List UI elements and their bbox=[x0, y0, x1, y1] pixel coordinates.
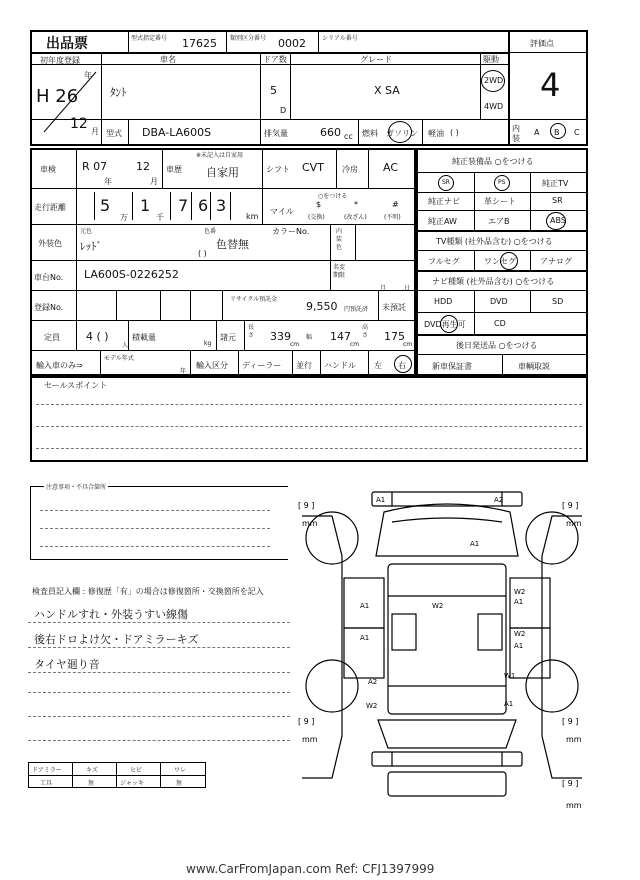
displacement-value: 660 bbox=[320, 126, 341, 139]
shaken-year: R 07 bbox=[82, 160, 108, 173]
shift-value: CVT bbox=[302, 161, 324, 174]
svg-text:mm: mm bbox=[566, 519, 582, 528]
svg-text:mm: mm bbox=[302, 519, 318, 528]
first-reg-month: 12 bbox=[70, 116, 88, 132]
katashiki-value: 17625 bbox=[182, 37, 217, 50]
capacity: 4 ( ) bbox=[86, 330, 109, 343]
page-title: 出品票 bbox=[46, 36, 88, 52]
svg-text:W2: W2 bbox=[514, 630, 526, 638]
svg-text:mm: mm bbox=[566, 735, 582, 744]
fuel-circle bbox=[388, 121, 412, 143]
drive-label: 駆動 bbox=[483, 55, 499, 64]
svg-text:A1: A1 bbox=[514, 642, 524, 650]
notes-box bbox=[30, 486, 288, 560]
svg-text:[ 9 ]: [ 9 ] bbox=[562, 501, 579, 510]
mileage-digit-4: 6 bbox=[198, 196, 209, 215]
interior-b: B bbox=[554, 128, 560, 137]
height-value: 175 bbox=[384, 330, 405, 343]
equip-abs-circle bbox=[546, 212, 566, 230]
grade-value: X SA bbox=[374, 84, 400, 97]
note-line-2: 後右ドロよけ欠・ドアミラーキズ bbox=[34, 633, 199, 646]
drive-2wd: 2WD bbox=[484, 76, 504, 85]
svg-text:A2: A2 bbox=[368, 678, 378, 686]
width-value: 147 bbox=[330, 330, 351, 343]
svg-text:[ 9 ]: [ 9 ] bbox=[562, 779, 579, 788]
mileage-digit-1: 5 bbox=[100, 196, 111, 215]
handle-right: 右 bbox=[398, 361, 406, 370]
car-damage-diagram bbox=[292, 486, 592, 812]
svg-text:A1: A1 bbox=[514, 598, 524, 606]
sales-point-block bbox=[30, 376, 588, 462]
color-change: 色替無 bbox=[216, 238, 249, 251]
grade-label: 評価点 bbox=[530, 39, 554, 48]
svg-text:A1: A1 bbox=[360, 602, 370, 610]
fuel-gasoline: ガソリン bbox=[386, 129, 418, 138]
ruibetsu-label: 類別区分番号 bbox=[230, 35, 267, 42]
length-value: 339 bbox=[270, 330, 291, 343]
model-value: DBA-LA600S bbox=[142, 126, 212, 139]
svg-text:W2: W2 bbox=[432, 602, 444, 610]
cooler-value: AC bbox=[383, 161, 399, 174]
grade-col-label: グレード bbox=[360, 55, 392, 64]
original-color: ﾚｯﾄﾞ bbox=[80, 240, 102, 253]
svg-text:W2: W2 bbox=[514, 588, 526, 596]
interior-circle bbox=[550, 123, 566, 139]
shareki-value: 自家用 bbox=[206, 166, 239, 179]
doors-value: 5 bbox=[270, 84, 277, 97]
svg-text:W1: W1 bbox=[504, 672, 516, 680]
shaken-month: 12 bbox=[136, 160, 150, 173]
footer-watermark: www.CarFromJapan.com Ref: CFJ1397999 bbox=[186, 862, 435, 876]
svg-text:A1: A1 bbox=[470, 540, 480, 548]
svg-text:A1: A1 bbox=[376, 496, 386, 504]
serial-label: シリアル番号 bbox=[322, 35, 358, 42]
recycle-fee: 9,550 bbox=[306, 300, 338, 313]
car-name-label: 車名 bbox=[160, 55, 176, 64]
car-name: ﾀﾝﾄ bbox=[110, 86, 127, 99]
handle-circle bbox=[394, 355, 412, 373]
svg-text:W2: W2 bbox=[366, 702, 378, 710]
sales-point-label: セールスポイント bbox=[44, 381, 108, 390]
navi-dvd-circle bbox=[440, 315, 458, 333]
svg-text:[ 9 ]: [ 9 ] bbox=[562, 717, 579, 726]
svg-text:A1: A1 bbox=[504, 700, 514, 708]
drive-circle bbox=[481, 70, 505, 92]
katashiki-label: 型式指定番号 bbox=[131, 35, 168, 42]
first-reg-label: 初年度登録 bbox=[40, 56, 80, 65]
mileage-digit-3: 7 bbox=[178, 196, 189, 215]
svg-text:[ 9 ]: [ 9 ] bbox=[298, 501, 315, 510]
note-line-1: ハンドルすれ・外装うすい線傷 bbox=[34, 608, 188, 621]
svg-text:[ 9 ]: [ 9 ] bbox=[298, 717, 315, 726]
svg-text:mm: mm bbox=[302, 735, 318, 744]
first-reg-year: H 26 bbox=[36, 86, 79, 107]
svg-text:A2: A2 bbox=[494, 496, 504, 504]
ruibetsu-value: 0002 bbox=[278, 37, 306, 50]
tv-oneseg-circle bbox=[500, 252, 518, 270]
mileage-digit-5: 3 bbox=[216, 196, 227, 215]
svg-text:mm: mm bbox=[566, 801, 582, 810]
chassis-number: LA600S-0226252 bbox=[84, 268, 179, 281]
drive-4wd: 4WD bbox=[484, 102, 504, 111]
grade-score: 4 bbox=[540, 66, 561, 104]
mileage-digit-2: 1 bbox=[140, 196, 151, 215]
inspector-note: 検査員記入欄 : 修復歴「有」の場合は修復箇所・交換箇所を記入 bbox=[32, 587, 264, 596]
svg-text:A1: A1 bbox=[360, 634, 370, 642]
note-line-3: タイヤ廻り音 bbox=[34, 658, 100, 671]
doors-label: ドア数 bbox=[263, 55, 287, 64]
